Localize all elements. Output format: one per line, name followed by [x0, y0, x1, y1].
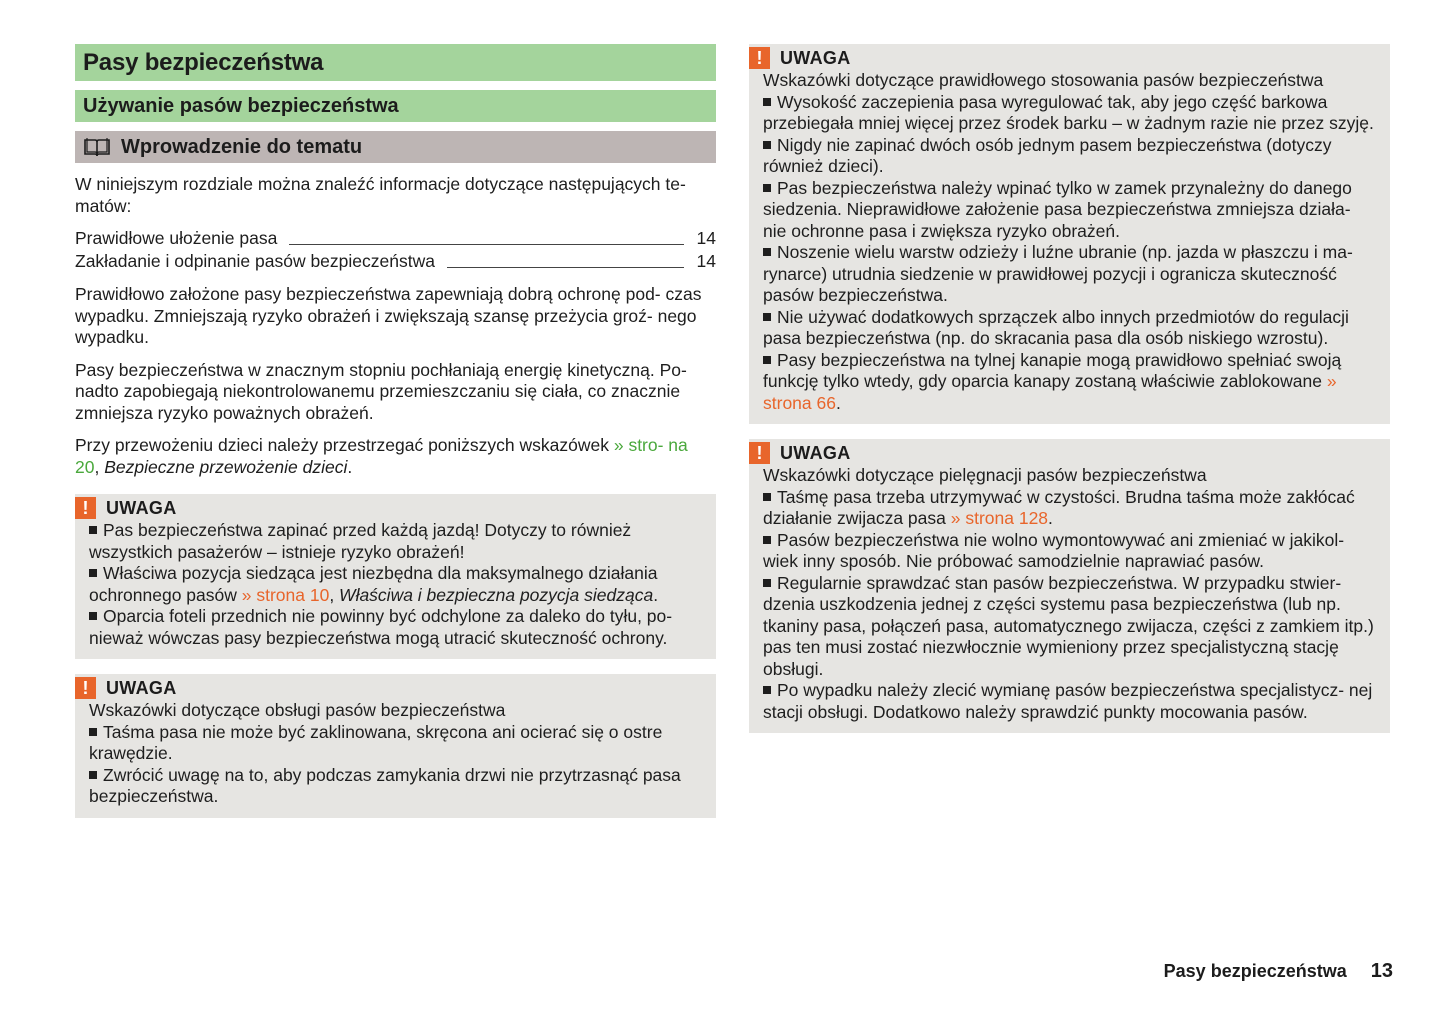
- topic-list-item[interactable]: [75, 227, 716, 250]
- warning-item: Pasów bezpieczeństwa nie wolno wymontowywać ani zmieniać w jakikol- wiek inny sposób. Nie próbować samodzielnie naprawiać pasów.: [763, 529, 1345, 571]
- bullet-icon: [763, 313, 771, 321]
- warning-header: [749, 46, 1376, 70]
- warning-body: [763, 70, 1376, 414]
- warning-item: Oparcia foteli przednich nie powinny być odchylone za daleko do tyłu, po- nieważ wówczas pasy bezpieczeństwa mogą utracić skuteczność ochrony.: [89, 606, 673, 648]
- bullet-icon: [763, 579, 771, 587]
- warning-title: UWAGA: [106, 497, 177, 518]
- warning-title: UWAGA: [780, 47, 851, 68]
- warning-item: Nie używać dodatkowych sprzączek albo innych przedmiotów do regulacji pasa bezpieczeństwa (np. do skracania pasa dla osób niskiego wzrostu).: [763, 306, 1349, 348]
- warning-item: Wysokość zaczepienia pasa wyregulować tak, aby jego część barkowa przebiegała mniej więcej przez środek barku – w żadnym razie nie przez szyję.: [763, 91, 1374, 133]
- warning-body: [89, 700, 702, 808]
- bullet-icon: [89, 771, 97, 779]
- warning-box: [749, 44, 1390, 424]
- page-link-10[interactable]: » strona 10: [241, 584, 330, 605]
- topic-label[interactable]: Prawidłowe ułożenie pasa: [75, 228, 278, 248]
- warning-body: [763, 465, 1376, 723]
- warning-icon: !: [75, 497, 96, 519]
- bullet-icon: [89, 728, 97, 736]
- page-footer: [1164, 960, 1393, 983]
- page-number: 13: [1370, 960, 1393, 982]
- subsection-title-text: Wprowadzenie do tematu: [121, 135, 363, 158]
- left-column: [75, 44, 716, 818]
- warning-item: Właściwa pozycja siedząca jest niezbędna dla maksymalnego działania ochronnego pasów » strona 10, Właściwa i bezpieczna pozycja siedząca.: [89, 563, 659, 605]
- warning-header: [75, 676, 702, 700]
- bullet-icon: [763, 141, 771, 149]
- warning-intro: Wskazówki dotyczące prawidłowego stosowania pasów bezpieczeństwa: [763, 70, 1324, 90]
- leader-line: [447, 267, 684, 268]
- bullet-icon: [763, 248, 771, 256]
- warning-item: Nigdy nie zapinać dwóch osób jednym pasem bezpieczeństwa (dotyczy również dzieci).: [763, 134, 1332, 176]
- leader-line: [289, 244, 684, 245]
- section-title: Używanie pasów bezpieczeństwa: [75, 90, 716, 122]
- warning-icon: !: [75, 677, 96, 699]
- right-column: [749, 44, 1390, 733]
- topic-page: 14: [696, 251, 716, 271]
- bullet-icon: [763, 493, 771, 501]
- warning-item: Zwrócić uwagę na to, aby podczas zamykania drzwi nie przytrzasnąć pasa bezpieczeństwa.: [89, 764, 681, 806]
- paragraph-children: Przy przewożeniu dzieci należy przestrzegać poniższych wskazówek » stro- na 20, Bezpieczne przewożenie dzieci.: [75, 435, 688, 477]
- warning-item: Taśma pasa nie może być zaklinowana, skręcona ani ocierać się o ostre krawędzie.: [89, 721, 663, 763]
- chapter-title: Pasy bezpieczeństwa: [75, 44, 716, 81]
- bullet-icon: [89, 526, 97, 534]
- warning-box: [749, 439, 1390, 733]
- warning-intro: Wskazówki dotyczące obsługi pasów bezpieczeństwa: [89, 700, 506, 720]
- topic-list-item[interactable]: [75, 250, 716, 273]
- warning-item: Pas bezpieczeństwa zapinać przed każdą jazdą! Dotyczy to również wszystkich pasażerów – istnieje ryzyko obrażeń!: [89, 520, 632, 562]
- bullet-icon: [763, 184, 771, 192]
- warning-title: UWAGA: [106, 677, 177, 698]
- paragraph-protection: Prawidłowo założone pasy bezpieczeństwa zapewniają dobrą ochronę pod- czas wypadku. Zmniejszają ryzyko obrażeń i zwiększają szansę przeżycia groź- nego wypadku.: [75, 284, 702, 347]
- page-link-66[interactable]: » strona 66: [763, 371, 1337, 413]
- warning-header: [749, 441, 1376, 465]
- intro-paragraph: W niniejszym rozdziale można znaleźć informacje dotyczące następujących te- matów:: [75, 174, 686, 216]
- paragraph-energy: Pasy bezpieczeństwa w znacznym stopniu pochłaniają energię kinetyczną. Po- nadto zapobiegają niekontrolowanemu przemieszczaniu się ciała, co znacznie zmniejsza ryzyko poważnych obrażeń.: [75, 359, 687, 423]
- footer-section-title: Pasy bezpieczeństwa: [1163, 961, 1347, 981]
- subsection-title: [75, 131, 716, 163]
- warning-intro: Wskazówki dotyczące pielęgnacji pasów bezpieczeństwa: [763, 465, 1207, 485]
- topic-list: [75, 227, 716, 273]
- bullet-icon: [89, 612, 97, 620]
- warning-item: Taśmę pasa trzeba utrzymywać w czystości. Brudna taśma może zakłócać działanie zwijacza pasa » strona 128.: [763, 486, 1355, 528]
- bullet-icon: [89, 569, 97, 577]
- bullet-icon: [763, 536, 771, 544]
- bullet-icon: [763, 98, 771, 106]
- warning-item: Po wypadku należy zlecić wymianę pasów bezpieczeństwa specjalistycz- nej stacji obsługi. Dodatkowo należy sprawdzić punkty mocowania pasów.: [763, 680, 1373, 722]
- book-icon: [83, 137, 111, 157]
- bullet-icon: [763, 356, 771, 364]
- warning-item: Regularnie sprawdzać stan pasów bezpieczeństwa. W przypadku stwier- dzenia uszkodzenia jednej z części systemu pasa bezpieczeństwa (lub np. tkaniny pasa, połączeń pasa, automatycznego zwijacza, części z zamkiem itp.) pas ten musi zostać niezwłocznie wymieniony przez specjalistyczną stację obsługi.: [763, 572, 1374, 679]
- page-link-128[interactable]: » strona 128: [950, 508, 1049, 528]
- warning-body: [89, 520, 702, 649]
- warning-icon: !: [749, 442, 770, 464]
- topic-page: 14: [696, 228, 716, 248]
- warning-item: Pasy bezpieczeństwa na tylnej kanapie mogą prawidłowo spełniać swoją funkcję tylko wtedy, gdy oparcia kanapy zostaną właściwie zablokowane » strona 66.: [763, 349, 1342, 413]
- warning-header: [75, 496, 702, 520]
- bullet-icon: [763, 686, 771, 694]
- warning-item: Pas bezpieczeństwa należy wpinać tylko w zamek przynależny do danego siedzenia. Nieprawidłowe założenie pasa bezpieczeństwa zmniejsza działa- nie ochronne pasa i zwiększa ryzyko obrażeń.: [763, 177, 1352, 241]
- warning-icon: !: [749, 47, 770, 69]
- topic-label[interactable]: Zakładanie i odpinanie pasów bezpieczeństwa: [75, 251, 435, 271]
- warning-item: Noszenie wielu warstw odzieży i luźne ubranie (np. jazda w płaszczu i ma- rynarce) utrudnia siedzenie w prawidłowej pozycji i ogranicza skuteczność pasów bezpieczeństwa.: [763, 242, 1353, 305]
- page-link-20[interactable]: » stro- na 20: [75, 435, 688, 477]
- warning-box: [75, 674, 716, 818]
- warning-box: [75, 494, 716, 659]
- warning-title: UWAGA: [780, 442, 851, 463]
